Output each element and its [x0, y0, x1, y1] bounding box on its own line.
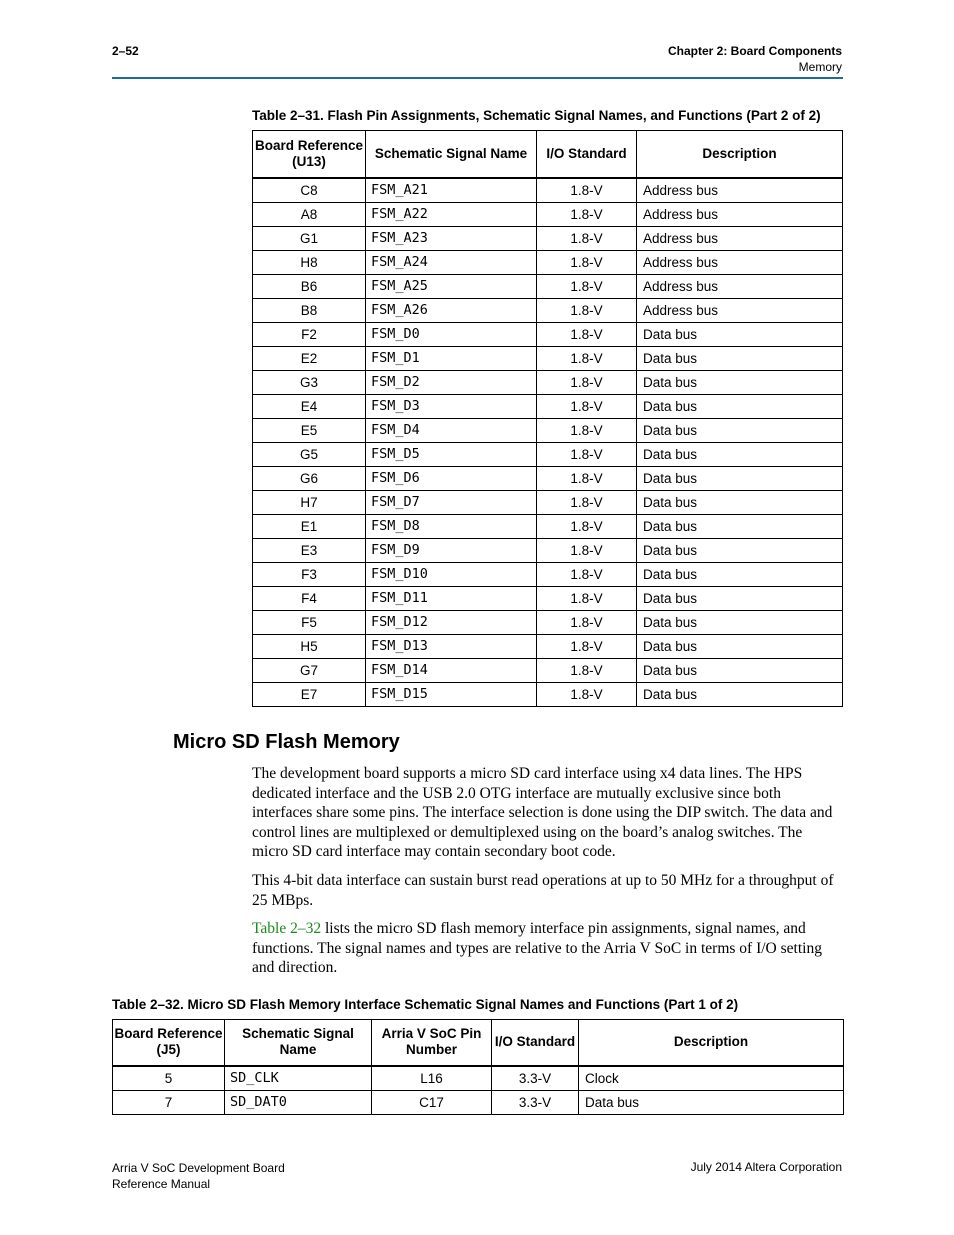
- table-cell: FSM_A26: [366, 298, 537, 322]
- table-row: [113, 1066, 844, 1091]
- table-cell: G5: [253, 442, 366, 466]
- column-header: Board Reference (U13): [253, 131, 366, 178]
- table-cell: E5: [253, 418, 366, 442]
- table-row: [253, 610, 843, 634]
- column-header: Description: [579, 1020, 844, 1066]
- chapter-title: Chapter 2: Board Components: [667, 44, 842, 58]
- table-row: [253, 226, 843, 250]
- table-cell: 3.3-V: [492, 1090, 579, 1114]
- table-cell: FSM_D7: [366, 490, 537, 514]
- table-row: [253, 274, 843, 298]
- column-header: Description: [637, 131, 843, 178]
- table-cell: Data bus: [637, 490, 843, 514]
- table-cell: 1.8-V: [537, 226, 637, 250]
- table-cell: 1.8-V: [537, 346, 637, 370]
- table-cell: Data bus: [637, 466, 843, 490]
- table-cell: FSM_D5: [366, 442, 537, 466]
- table-cell: Address bus: [637, 202, 843, 226]
- table-cell: Data bus: [637, 418, 843, 442]
- table-cell: F3: [253, 562, 366, 586]
- table-cell: 1.8-V: [537, 274, 637, 298]
- table-cell: 1.8-V: [537, 298, 637, 322]
- table-cell: 1.8-V: [537, 370, 637, 394]
- document-title: Arria V SoC Development Board: [112, 1161, 285, 1175]
- table-cell: 7: [113, 1090, 225, 1114]
- column-header: Schematic Signal Name: [366, 131, 537, 178]
- table-cell: FSM_D14: [366, 658, 537, 682]
- table-cell: Data bus: [637, 610, 843, 634]
- running-header: [668, 43, 842, 75]
- table-row: [253, 490, 843, 514]
- table-cell: 1.8-V: [537, 634, 637, 658]
- table-row: [253, 466, 843, 490]
- table-cell: FSM_A24: [366, 250, 537, 274]
- table-cell: F5: [253, 610, 366, 634]
- column-header: Arria V SoC Pin Number: [372, 1020, 492, 1066]
- table-2-32-caption: Table 2–32. Micro SD Flash Memory Interface Schematic Signal Names and Functions (Part 1 of 2): [112, 997, 739, 1012]
- table-cell: C8: [253, 178, 366, 203]
- table-cell: 1.8-V: [537, 394, 637, 418]
- document-subtitle: Reference Manual: [112, 1177, 211, 1191]
- micro-sd-table: [112, 1019, 844, 1115]
- table-cell: 3.3-V: [492, 1066, 579, 1091]
- section-name: Memory: [798, 60, 842, 74]
- table-cell: G7: [253, 658, 366, 682]
- table-cell: F2: [253, 322, 366, 346]
- table-cell: FSM_A25: [366, 274, 537, 298]
- column-header: Board Reference (J5): [113, 1020, 225, 1066]
- table-row: [253, 514, 843, 538]
- table-cell: E1: [253, 514, 366, 538]
- table-body: [113, 1066, 844, 1115]
- flash-pin-table: [252, 130, 843, 707]
- table-cell: Data bus: [637, 394, 843, 418]
- table-cell: 5: [113, 1066, 225, 1091]
- table-cell: 1.8-V: [537, 586, 637, 610]
- table-cell: Clock: [579, 1066, 844, 1091]
- table-row: [253, 538, 843, 562]
- table-cell: 1.8-V: [537, 682, 637, 706]
- table-2-31-caption: Table 2–31. Flash Pin Assignments, Schematic Signal Names, and Functions (Part 2 of 2): [252, 108, 821, 123]
- table-cell: FSM_D3: [366, 394, 537, 418]
- table-row: [253, 178, 843, 203]
- table-cell: Address bus: [637, 250, 843, 274]
- table-cell: 1.8-V: [537, 538, 637, 562]
- paragraph: The development board supports a micro SD card interface using x4 data lines. The HPS dedicated interface and the USB 2.0 OTG interface are mutually exclusive since both interfaces share some pins. The interface selection is done using the DIP switch. The data and control lines are multiplexed or demultiplexed using on the board’s analog switches. The micro SD card interface may contain secondary boot code.: [252, 765, 833, 861]
- table-cell: 1.8-V: [537, 202, 637, 226]
- table-body: [253, 178, 843, 707]
- table-cell: FSM_A23: [366, 226, 537, 250]
- table-cell: Data bus: [637, 586, 843, 610]
- table-cell: 1.8-V: [537, 514, 637, 538]
- table-cell: 1.8-V: [537, 250, 637, 274]
- table-reference-link[interactable]: Table 2–32: [252, 920, 322, 938]
- table-row: [253, 442, 843, 466]
- table-row: [253, 250, 843, 274]
- table-cell: Data bus: [637, 514, 843, 538]
- table-row: [253, 202, 843, 226]
- table-cell: FSM_A22: [366, 202, 537, 226]
- paragraph-text: lists the micro SD flash memory interface pin assignments, signal names, and functions. The signal names and types are relative to the Arria V SoC in terms of I/O setting and direction.: [252, 920, 822, 977]
- table-cell: Data bus: [579, 1090, 844, 1114]
- table-cell: 1.8-V: [537, 466, 637, 490]
- table-row: [253, 658, 843, 682]
- table-cell: E4: [253, 394, 366, 418]
- table-cell: G1: [253, 226, 366, 250]
- table-cell: FSM_D6: [366, 466, 537, 490]
- table-cell: Data bus: [637, 370, 843, 394]
- table-cell: FSM_D4: [366, 418, 537, 442]
- table-cell: Address bus: [637, 226, 843, 250]
- table-cell: 1.8-V: [537, 322, 637, 346]
- table-cell: 1.8-V: [537, 178, 637, 203]
- column-header: I/O Standard: [537, 131, 637, 178]
- table-cell: SD_CLK: [225, 1066, 372, 1091]
- table-cell: 1.8-V: [537, 418, 637, 442]
- table-cell: Data bus: [637, 634, 843, 658]
- table-cell: Data bus: [637, 442, 843, 466]
- table-cell: H7: [253, 490, 366, 514]
- table-cell: 1.8-V: [537, 442, 637, 466]
- section-body: [252, 764, 842, 987]
- page-number: 2–52: [112, 44, 139, 58]
- table-cell: FSM_D13: [366, 634, 537, 658]
- table-cell: FSM_D9: [366, 538, 537, 562]
- column-header: Schematic Signal Name: [225, 1020, 372, 1066]
- table-row: [253, 634, 843, 658]
- table-row: [113, 1090, 844, 1114]
- table-cell: H8: [253, 250, 366, 274]
- table-cell: B8: [253, 298, 366, 322]
- table-row: [253, 394, 843, 418]
- table-cell: E7: [253, 682, 366, 706]
- table-cell: G6: [253, 466, 366, 490]
- table-cell: E2: [253, 346, 366, 370]
- table-cell: E3: [253, 538, 366, 562]
- table-cell: F4: [253, 586, 366, 610]
- table-cell: SD_DAT0: [225, 1090, 372, 1114]
- table-cell: L16: [372, 1066, 492, 1091]
- column-header: I/O Standard: [492, 1020, 579, 1066]
- table-row: [253, 562, 843, 586]
- footer-left: [112, 1160, 285, 1192]
- table-cell: FSM_D10: [366, 562, 537, 586]
- header-rule: [112, 77, 843, 79]
- table-cell: FSM_D1: [366, 346, 537, 370]
- table-cell: Address bus: [637, 274, 843, 298]
- table-cell: Data bus: [637, 658, 843, 682]
- table-cell: G3: [253, 370, 366, 394]
- table-row: [253, 682, 843, 706]
- table-cell: Address bus: [637, 178, 843, 203]
- table-row: [253, 370, 843, 394]
- table-cell: Address bus: [637, 298, 843, 322]
- table-cell: 1.8-V: [537, 610, 637, 634]
- table-cell: FSM_D12: [366, 610, 537, 634]
- table-cell: C17: [372, 1090, 492, 1114]
- paragraph: This 4-bit data interface can sustain burst read operations at up to 50 MHz for a throughput of 25 MBps.: [252, 871, 834, 909]
- table-row: [253, 346, 843, 370]
- paragraph: [252, 919, 842, 978]
- table-row: [253, 586, 843, 610]
- table-cell: 1.8-V: [537, 658, 637, 682]
- table-cell: FSM_D15: [366, 682, 537, 706]
- footer-right: July 2014 Altera Corporation: [690, 1160, 842, 1174]
- table-cell: 1.8-V: [537, 562, 637, 586]
- table-cell: FSM_D0: [366, 322, 537, 346]
- table-cell: B6: [253, 274, 366, 298]
- table-row: [253, 418, 843, 442]
- table-row: [253, 322, 843, 346]
- table-cell: Data bus: [637, 538, 843, 562]
- table-cell: Data bus: [637, 346, 843, 370]
- table-cell: H5: [253, 634, 366, 658]
- table-cell: FSM_D8: [366, 514, 537, 538]
- section-heading: Micro SD Flash Memory: [173, 731, 400, 753]
- table-cell: A8: [253, 202, 366, 226]
- table-cell: FSM_D11: [366, 586, 537, 610]
- table-cell: Data bus: [637, 322, 843, 346]
- table-cell: Data bus: [637, 562, 843, 586]
- table-row: [253, 298, 843, 322]
- table-cell: Data bus: [637, 682, 843, 706]
- table-cell: FSM_A21: [366, 178, 537, 203]
- table-cell: 1.8-V: [537, 490, 637, 514]
- table-cell: FSM_D2: [366, 370, 537, 394]
